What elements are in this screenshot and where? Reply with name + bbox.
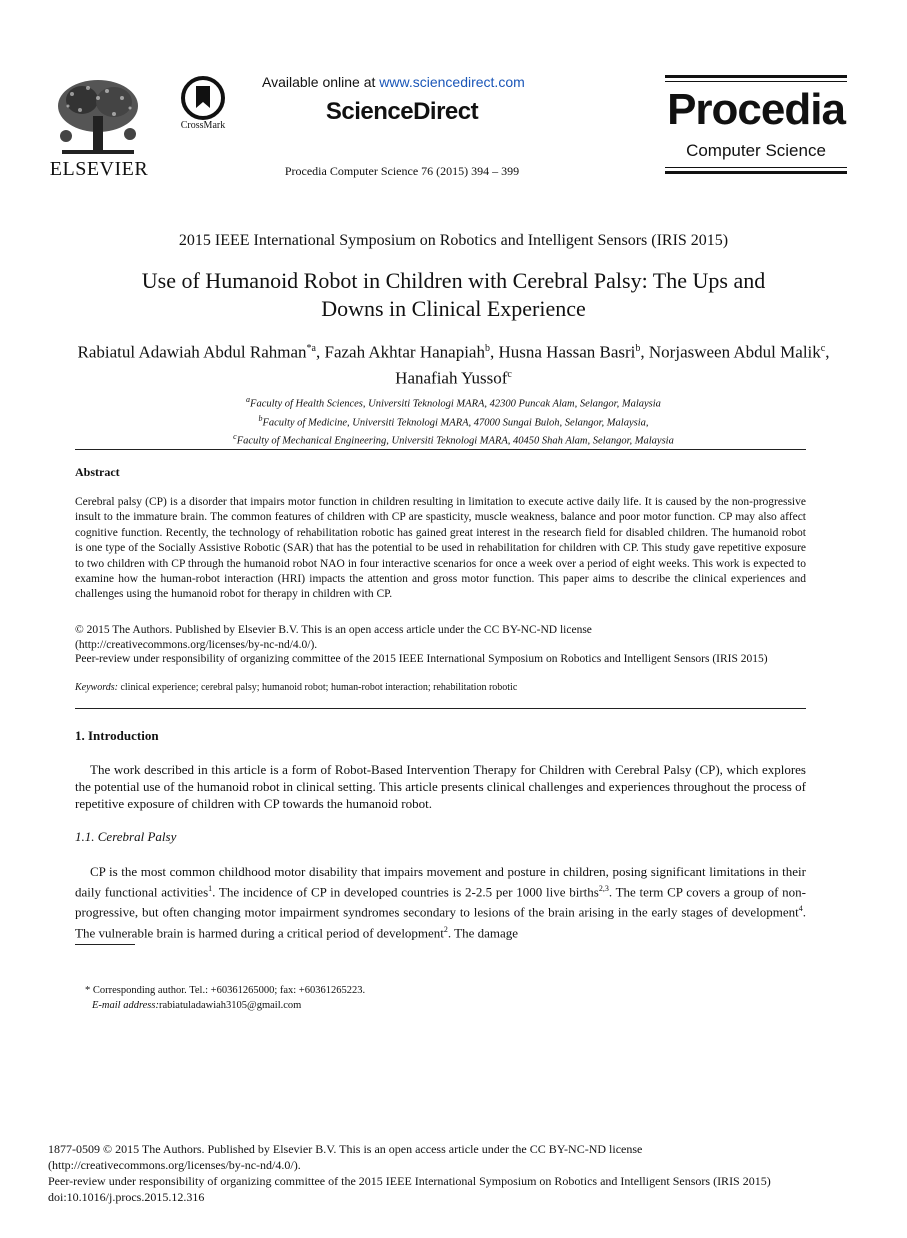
peer-review-line: Peer-review under responsibility of organizing committee of the 2015 IEEE International Symposium on Robotics and Intelligent Sensors (IRIS 2015)	[75, 653, 768, 666]
procedia-wordmark: Procedia	[667, 85, 845, 134]
affiliation-text: Faculty of Medicine, Universiti Teknologi MARA, 47000 Sungai Buloh, Selangor, Malaysia,	[262, 417, 649, 428]
author-name: Fazah Akhtar Hanapiah	[324, 342, 485, 362]
abstract-heading: Abstract	[75, 465, 120, 479]
footer-doi[interactable]: doi:10.1016/j.procs.2015.12.316	[48, 1190, 205, 1204]
license-link[interactable]: (http://creativecommons.org/licenses/by-nc-nd/4.0/).	[75, 638, 318, 651]
email-line	[85, 998, 785, 1013]
page-footer	[48, 1141, 878, 1205]
email-label: E-mail address:	[92, 1000, 159, 1011]
affiliation-mark: b	[258, 413, 263, 423]
footer-license-link[interactable]: (http://creativecommons.org/licenses/by-nc-nd/4.0/).	[48, 1158, 301, 1172]
title-line: Downs in Clinical Experience	[321, 296, 586, 321]
author-affiliation-mark: b	[484, 343, 490, 354]
sciencedirect-wordmark: ScienceDirect	[325, 98, 479, 125]
abstract-top-rule	[75, 449, 806, 450]
corresponding-author: * Corresponding author. Tel.: +60361265000; fax: +60361265223.	[85, 985, 366, 996]
cp-text: . The incidence of CP in developed countries is 2-2.5 per 1000 live births	[212, 884, 599, 900]
cp-text: . The term CP covers a group of non-progressive, but often changing motor impairment syndromes secondary to lesions of the brain arising in the early stages of development	[75, 884, 806, 920]
citation-mark[interactable]: 2,3	[598, 884, 609, 893]
subsection-heading-cerebral-palsy: 1.1. Cerebral Palsy	[75, 829, 177, 844]
affiliation	[60, 430, 847, 449]
author-affiliation-mark: c	[820, 343, 826, 354]
cp-text: . The vulnerable brain is harmed during a critical period of development	[75, 904, 806, 940]
keywords-label: Keywords:	[75, 682, 118, 693]
footnote-rule	[75, 944, 135, 945]
title-line: Use of Humanoid Robot in Children with Cerebral Palsy: The Ups and	[141, 268, 766, 293]
affiliation-text: Faculty of Health Sciences, Universiti Teknologi MARA, 42300 Puncak Alam, Selangor, Malaysia	[250, 398, 661, 410]
author-name: Husna Hassan Basri	[498, 342, 636, 362]
footer-peer-review: Peer-review under responsibility of organizing committee of the 2015 IEEE International Symposium on Robotics and Intelligent Sensors (IRIS 2015)	[48, 1174, 771, 1188]
abstract-text: Cerebral palsy (CP) is a disorder that impairs motor function in children resulting in limitation to execute active daily life. It is caused by the non-progressive insult to the immature brain. The common features of children with CP are spasticity, muscle weakness, balance and poor motor function. CP may also affect cognitive function. Recently, the technology of rehabilitation robotic has gained great interest in the research field for disabled children. The humanoid robot is one type of the Socially Assistive Robotic (SAR) that has the potential to be used in rehabilitation for children with CP. This study gave repetitive exposure to two children with CP through the humanoid robot NAO in four interactive scenarios for once a week over a period of eight weeks. This work is expected to examine how the human-robot interaction (HRI) impacts the attention and gross motor function. This paper aims to describe the clinical experiences and challenges using the humanoid robot for therapy in children with CP.	[75, 496, 806, 601]
available-online	[262, 74, 525, 90]
citation-mark[interactable]: 4	[798, 904, 803, 914]
cp-text: . The damage	[447, 924, 519, 940]
keywords	[75, 682, 806, 693]
affiliation	[60, 393, 847, 412]
author-name: Hanafiah Yussof	[395, 368, 508, 388]
abstract-bottom-rule	[75, 708, 806, 709]
citation-mark[interactable]: 1	[208, 884, 213, 893]
author-affiliation-mark: c	[507, 368, 512, 380]
elsevier-tree-logo	[52, 76, 144, 158]
cp-paragraph	[75, 863, 806, 941]
procedia-top-rule	[665, 75, 847, 82]
footnote	[85, 983, 785, 1013]
affiliation-list	[60, 393, 847, 449]
procedia-subtitle: Computer Science	[686, 141, 826, 160]
email-address[interactable]: rabiatuladawiah3105@gmail.com	[158, 1000, 302, 1011]
paper-title	[60, 267, 847, 323]
available-prefix: Available online at	[262, 74, 380, 90]
license-block	[75, 623, 806, 667]
author-name: Rabiatul Adawiah Abdul Rahman	[77, 342, 307, 362]
citation-mark[interactable]: 2	[443, 924, 448, 934]
author-list: Rabiatul Adawiah Abdul Rahman$^{*a}$, Fazah Akhtar Hanapiah$^b$, Husna Hassan Basri$^b$, Norjasween Abdul Malik$^c$, Hanafiah Yussof$^c$	[77, 342, 830, 388]
cp-text: CP is the most common childhood motor disability that impairs movement and posture in children, posing significant limitations in their daily functional activities	[75, 864, 806, 900]
author-affiliation-mark: *a	[306, 343, 316, 354]
affiliation	[60, 412, 847, 431]
intro-paragraph: The work described in this article is a form of Robot-Based Intervention Therapy for Children with Cerebral Palsy (CP), which explores the potential use of the humanoid robot in clinical setting. This article presents clinical challenges and experiences throughout the process of repetitive exposure of children with CP towards the humanoid robot.	[75, 762, 806, 811]
affiliation-text: Faculty of Mechanical Engineering, Universiti Teknologi MARA, 40450 Shah Alam, Selangor, Malaysia	[236, 435, 674, 447]
keywords-list: clinical experience; cerebral palsy; humanoid robot; human-robot interaction; rehabilitation robotic	[117, 682, 518, 693]
copyright-line: © 2015 The Authors. Published by Elsevier B.V. This is an open access article under the CC BY-NC-ND license	[75, 624, 592, 636]
author-name: Norjasween Abdul Malik	[648, 342, 821, 362]
sciencedirect-link[interactable]: www.sciencedirect.com	[379, 74, 525, 90]
footer-issn: 1877-0509 © 2015 The Authors. Published by Elsevier B.V. This is an open access article under the CC BY-NC-ND license	[48, 1142, 643, 1156]
elsevier-wordmark: ELSEVIER	[49, 158, 149, 180]
procedia-bottom-rule	[665, 167, 847, 174]
journal-reference: Procedia Computer Science 76 (2015) 394 – 399	[284, 164, 520, 178]
affiliation-mark: c	[233, 432, 237, 441]
author-affiliation-mark: b	[635, 343, 641, 354]
affiliation-mark: a	[246, 395, 251, 404]
conference-name: 2015 IEEE International Symposium on Robotics and Intelligent Sensors (IRIS 2015)	[178, 232, 729, 249]
section-heading-introduction: 1. Introduction	[75, 728, 159, 743]
crossmark-icon[interactable]	[181, 76, 225, 120]
crossmark-label: CrossMark	[180, 120, 226, 131]
